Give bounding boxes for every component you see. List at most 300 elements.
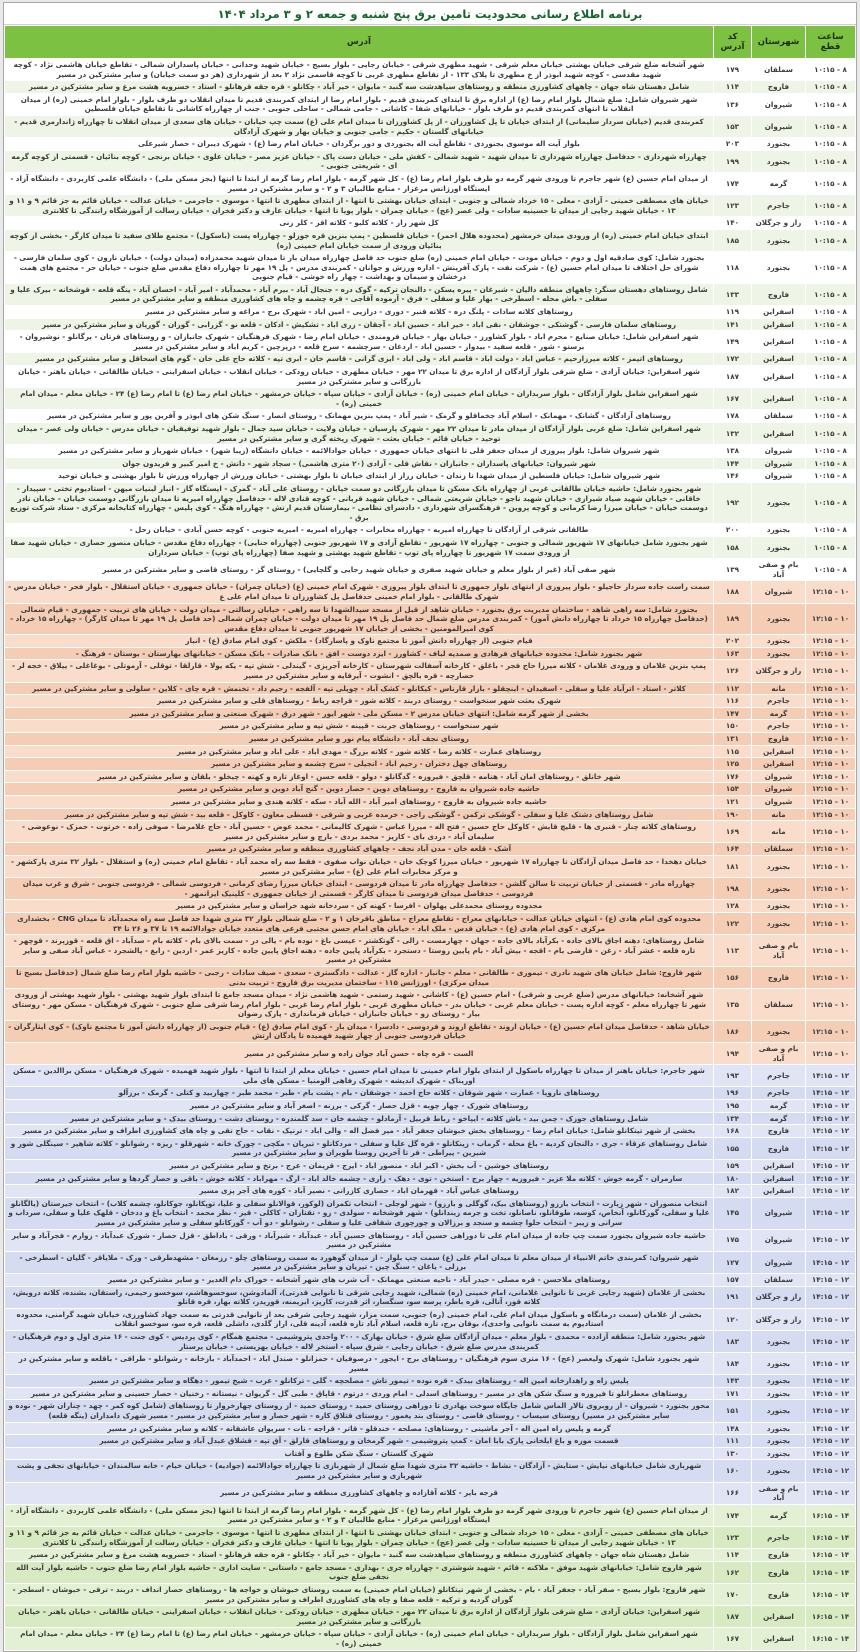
address-code-cell: ۱۴۵ [714,1197,752,1229]
address-code-cell: ۱۸۷ [714,366,752,388]
outage-time-cell: ۸ - ۱۰:۱۵ [806,331,856,353]
address-cell: محدوده روستای محمدعلی پهلوان - افرسا - کهنه کن - سردخانه شهد خراسان و سایر مشترکین در مسیر [5,900,714,913]
table-row [5,81,856,94]
city-cell: فاروج [752,1549,806,1562]
outage-time-cell: ۱۲ - ۱۴:۱۵ [806,1137,856,1159]
address-code-cell: ۱۷۵ [714,1229,752,1251]
address-code-cell: ۱۴۳ [714,1375,752,1388]
address-cell: شامل روستاهای جوزک - چمن بید - باش کلاته - ایپاخو - رباط قربیل - آرمادلو - چشمه خان - سد گلمندره - روستای دشت - روستای بیدک - و سایر مشترکین در مسیر [5,1112,714,1125]
address-cell: شامل روستاهای دهستان سنگر: چاههای منطقه دالیان - شیرغان - پیره یسکن - دالنجان ترکیه - گوک دره - جنجال آباد - بیرم آباد - محمدآباد - امیر آباد - احسان آباد - ینگه قلعه - قوشخانه - بیرک علیا و سفلی - باش محله - اسطرخی - بهار علیا و سفلی - فرق - آزموده آقاجی - قره چشمه و چاه های کشاورزی منطقه و سایر مشترکین در مسیر [5,283,714,305]
table-row [5,1353,856,1375]
outage-time-cell: ۱۰ - ۱۲:۱۵ [806,796,856,809]
outage-time-cell: ۱۲ - ۱۴:۱۵ [806,1435,856,1448]
outage-time-cell: ۱۲ - ۱۴:۱۵ [806,1251,856,1273]
outage-time-cell: ۱۲ - ۱۴:۱۵ [806,1353,856,1375]
address-cell: الست - قره چاه - حسن آباد جوان زاده و سایر مشترکین در مسیر [5,1043,714,1065]
address-cell: بلوار آیت اله موسوی بجنوردی - تقاطع آیت اله بجنوردی و دور برگردان - خیابان امام رضا (ع) - شهرک دیبران - حصار شیرعلی [5,138,714,151]
table-row [5,1606,856,1628]
outage-time-cell: ۱۲ - ۱۴:۱۵ [806,1172,856,1185]
outage-time-cell: ۱۲ - ۱۴:۱۵ [806,1125,856,1138]
table-row [5,1137,856,1159]
outage-time-cell: ۱۰ - ۱۲:۱۵ [806,935,856,967]
outage-time-cell: ۱۲ - ۱۴:۱۵ [806,1197,856,1229]
address-cell: شهر شیروان شامل: بلوار پیروزی از میدان جعفر قلی تا انتهای خیابان جمهوری - خیابان جوادالائمه - خیابان دانشگاه (زیبا شهر) - خیابان شهریار و سایر مشترکین در مسیر [5,445,714,458]
outage-time-cell: ۱۰ - ۱۲:۱۵ [806,635,856,648]
address-cell: شهر اسفراین: خیابان آزادی - ضلع شرقی بلوار آزادگان از اداره برق تا میدان ۲۲ مهر - خیابان مطهری - خیابان رودکی - خیابان انقلاب - خیابان اسفراینی - خیابان طالقانی - خیابان باهنر - خیابان بازرگانی و سایر مشترکین در مسیر [5,366,714,388]
address-code-cell: ۱۸۸ [714,581,752,603]
address-code-cell: ۱۱۸ [714,252,752,284]
column-header-city: شهرستان [752,26,806,59]
address-code-cell: ۱۳۲ [714,423,752,445]
table-row [5,843,856,856]
city-cell: گرمه [752,707,806,720]
address-cell: خیابان های مصطفی خمینی - آزادی - معلی - ۱۵ خرداد شمالی و جنوبی - ابتدای خیابان بهشتی تا انتها - از ابتدای مطهری تا انتها - موسوی - جاجرمی - خیابان عدالت - خیابان قائم به جز قائم ۹ و ۱۱ و ۱۳ - خیابان شهید رجایی از میدان تا حسینیه سادات - ولی عصر (عج) - خیابان چمران - بلوار پویا تا انتها - خیابان عارف و دکتر فخران - خیابان رسالت از آموزشگاه رانندگی تا کلانتری [5,1527,714,1549]
address-code-cell: ۱۲۵ [714,758,752,771]
city-cell: اسفراین [752,1628,806,1650]
outage-time-cell: ۸ - ۱۰:۱۵ [806,536,856,558]
city-cell: فاروج [752,283,806,305]
address-code-cell: ۱۳۱ [714,733,752,746]
address-cell: شهر بجنورد شامل: شهرک ولیعصر (عج) - ۱۶ متری سوم فرهنگیان - روستاهای برج - ایجور - درصوفیان - حمزانلو - صندل اباد - احمدآباد - بازخانه - رشوانلو - طراقی - باقلعه و سایر مشترکین در مسیر [5,1353,714,1375]
address-code-cell: ۱۴۰ [714,217,752,230]
city-cell: اسفراین [752,423,806,445]
city-cell: بجنورد [752,1447,806,1460]
address-cell: روستاهای سلمان فارسی - گوشتکی - جوشقان - نقی اباد - خیر اباد - حسین اباد - آجقان - زری اباد - تشکیش - ادکان - قلعه نو - گزرابی - گوران - گوریان و سایر مشترکین در مسیر [5,318,714,331]
city-cell: راز و جرگلان [752,1308,806,1330]
outage-time-cell: ۱۲ - ۱۴:۱۵ [806,1447,856,1460]
address-cell: شهر سنخواست - روستاهای جربت - قپینه - شش تپه و سایر مشترکین در مسیر [5,720,714,733]
outage-time-cell: ۱۴ - ۱۶:۱۵ [806,1504,856,1526]
table-row [5,720,856,733]
outage-time-cell: ۱۰ - ۱۲:۱۵ [806,821,856,843]
outage-time-cell: ۸ - ۱۰:۱۵ [806,353,856,366]
outage-time-cell: ۱۰ - ۱۲:۱۵ [806,770,856,783]
address-code-cell: ۱۵۰ [714,720,752,733]
outage-time-cell: ۸ - ۱۰:۱۵ [806,306,856,319]
outage-time-cell: ۱۰ - ۱۲:۱۵ [806,707,856,720]
table-row [5,808,856,821]
table-row [5,695,856,708]
column-header-address-code: کد آدرس [714,26,752,59]
table-row [5,482,856,523]
outage-time-cell: ۱۰ - ۱۲:۱۵ [806,808,856,821]
address-code-cell: ۱۴۱ [714,318,752,331]
outage-time-cell: ۱۰ - ۱۲:۱۵ [806,912,856,934]
outage-time-cell: ۱۰ - ۱۲:۱۵ [806,989,856,1021]
address-code-cell: ۱۷۶ [714,770,752,783]
city-cell: مانه [752,682,806,695]
address-cell: بخشی از شهر تیتکانلو شامل: خیابان امام رضا - روستاهای بخش خبوشان جعفر آباد - میر فضل اله - والی اباد - ترنیک - نقاب - حاج تقی و چاه های کشاورزی اطراف و سایر مشترکین در مسیر [5,1125,714,1138]
address-cell: شهر صفی آباد (غیر از بلوار معلم و خیابان شهید صفری و خیابان شهید رجایی و گلچایی) - روستای گز - روستای قاضی و سایر مشترکین در مسیر [5,559,714,581]
address-cell: بجنورد شامل: سه راهی شاهد - ساختمان مدیریت برق بجنورد - خیابان شاهد از قبل از مسجد سیدالشهدا تا سه راهی - خیابان رسالتی - میدان دولت - خیابان های تربیت - جمهوری - قیام شمالی (حدفاصل چهارراه ۱۵ خرداد تا چهارراه دانش آموز) - کمربندی مدرس ضلع شمال حد فاصل پل ۱۹ مهر تا میدان دولت - خیابان چمران شمالی (حد فاصل پل ۱۹ مهر تا میدان کارگر) - چهارراه ۱۵ خرداد - کوی امیرالمومنین - بخشی از خیابان ۱۷ شهریور جنوبی تا میدان دفاع مقدس [5,603,714,635]
outage-time-cell: ۸ - ۱۰:۱۵ [806,423,856,445]
city-cell: بجنورد [752,912,806,934]
table-row [5,745,856,758]
address-cell: روستاهای شورک - چهار چوبه - قزل حصار - گرکی - برزنه - اصغر آباد و سایر مشترکین در مسیر [5,1100,714,1113]
table-row [5,457,856,470]
table-row [5,1112,856,1125]
city-cell: فاروج [752,966,806,988]
address-cell: چهارراه شهرداری - حدفاصل چهارراه شهرداری تا میدان شهید - شهید شمالی - کفش ملی - خیابان دست پاک - خیابان عزیز مصر - خیابان علوی - خیابان برنجی - کوچه بنائیان - قسمتی از کوچه گرمه ای - شریعتی جنوبی - [5,150,714,172]
address-cell: شهر جاجرم: خیابان باهنر از میدان تا چهارراه باسکول از ابتدای بلوار امام خمینی تا میدان امام حسین - خیابان معلم از ابتدا تا انتها - بلوار شهید فهمیده - شهرک فرهنگیان - مسکن براالدین - مسکن اوریناک - شهرک اندیشه - شهرک رفاهی الومنیا - مسکن های ملی [5,1065,714,1087]
table-row [5,878,856,900]
outage-time-cell: ۱۲ - ۱۴:۱۵ [806,1185,856,1198]
address-code-cell: ۱۸۲ [714,1185,752,1198]
address-cell: روستاهای خوشین - آب بخش - اکبر اباد - منصور اباد - ایرج - قریمان - عرج - برتخ و سایر مشترکین در مسیر [5,1160,714,1173]
outage-time-cell: ۱۲ - ۱۴:۱۵ [806,1375,856,1388]
address-cell: روستاهای چهل دختران - رحیم اباد - انجیلی - سرخ چشمه و سایر مشترکین در مسیر [5,758,714,771]
table-row [5,1160,856,1173]
outage-time-cell: ۸ - ۱۰:۱۵ [806,81,856,94]
address-cell: روستاهای ملاحسن - قره مصلی - حیدر آباد - ناحیه صنعتی مهمانک - آب شرب های شهر آشخانه - خوراک دام الغدیر - و سایر مشترکین در مسیر [5,1273,714,1286]
outage-time-cell: ۱۰ - ۱۲:۱۵ [806,745,856,758]
outage-time-cell: ۸ - ۱۰:۱۵ [806,318,856,331]
address-code-cell: ۱۷۹ [714,59,752,81]
city-cell: مانه [752,808,806,821]
address-cell: شهر اسفراین: خیابان آزادی - ضلع شرقی بلوار آزادگان از اداره برق تا میدان ۲۲ مهر - خیابان مطهری - خیابان رودکی - خیابان انقلاب - خیابان اسفراینی - خیابان طالقانی - خیابان باهنر - خیابان بازرگانی و سایر مشترکین در مسیر [5,1606,714,1628]
table-row [5,1087,856,1100]
outage-time-cell: ۱۰ - ۱۲:۱۵ [806,603,856,635]
table-row [5,1504,856,1526]
city-cell: گرمه [752,1112,806,1125]
address-code-cell: ۱۶۷ [714,388,752,410]
address-cell: طالقانی شرقی از آزادگان تا چهارراه امیریه - چهارراه مخابرات - چهارراه امیریه - امیریه جنوبی - کوچه حسن آبادی - خیابان زحل - [5,524,714,537]
address-cell: شهر اسفراین شامل: خیابان صنایع - محرم اباد - بلوار کشاورز - خیابان بهار - خیابان فرومندی - خیابان امام رضا - شهرک فرهنگیان - شهرک جانبازان - و روستاهای فرتان - برگانلو - نوشیروان - برستو - شور - قلعه سفید - بیدواز - حسین اباد - اردغان - سرچشمه - سرخ قلعه - درپرچین - کریم اباد و سایر مشترکین در مسیر [5,331,714,353]
address-code-cell: ۱۲۸ [714,900,752,913]
city-cell: گرمه [752,1504,806,1526]
city-cell: بام و صفی آباد [752,559,806,581]
address-cell: شامل روستاهای عرقاء - جری - دالنجان کردیه - باغ محله - گرماب - زینکانلو - قره گل علیا و سفلی - مردکانلو - تبریان - مکچی - چورک خانه - شهرقلو - ریزه - رشوانلو - کلاته شاهیر - سینگلی شور و شیرین - پیراطی - قر تا آخرین روستا طویران و سایر مشترکین در مسیر [5,1137,714,1159]
address-code-cell: ۱۲۳ [714,195,752,217]
city-cell: راز و جرگلان [752,660,806,682]
address-code-cell: ۱۱۳ [714,935,752,967]
table-row [5,1435,856,1448]
table-row [5,318,856,331]
outage-time-cell: ۱۲ - ۱۴:۱۵ [806,1112,856,1125]
address-code-cell: ۱۶۹ [714,821,752,843]
table-row [5,1628,856,1650]
table-row [5,366,856,388]
city-cell: شیروان [752,783,806,796]
table-row [5,229,856,251]
address-code-cell: ۱۶۶ [714,1482,752,1504]
table-row [5,252,856,284]
address-cell: خیابان شاهد - حدفاصل میدان امام حسین (ع) - خیابان اروند - تقاطع اروند و فردوسی - دادسرا - میدان بار - کوی امام صادق (ع) - قیام جنوبی (از چهارراه دانش آموز تا مجتمع ناوک) - کوی ایثارگران - خیابان فردوسی جنوبی از چهار شهید فهمیده تا پادگان ارتش [5,1020,714,1042]
city-cell: شیروان [752,457,806,470]
address-code-cell: ۱۹۱ [714,1286,752,1308]
outage-time-cell: ۱۲ - ۱۴:۱۵ [806,1065,856,1087]
city-cell: اسفراین [752,353,806,366]
city-cell: فاروج [752,1583,806,1605]
address-code-cell: ۱۷۸ [714,410,752,423]
outage-time-cell: ۸ - ۱۰:۱۵ [806,172,856,194]
city-cell: جاجرم [752,1087,806,1100]
address-cell: روستاهای کلاته چنار - قنبری ها - قلیچ قابش - کاوکل حاج حسین - فتح اله - میرزا عباس - شهرک کالیمانی - محمد عوض - حسین آباد - حاج غلامرضا - صوفی زاده - خرتوت - حمزک - نوعوضی - سلیمان آباد - دردی بای - کاریز - محمد بردی - بارچ و سایر مشترکین در مسیر [5,821,714,843]
outage-time-cell: ۸ - ۱۰:۱۵ [806,559,856,581]
table-row [5,581,856,603]
city-cell: اسفراین [752,306,806,319]
city-cell: جاجرم [752,195,806,217]
address-code-cell: ۱۵۷ [714,1273,752,1286]
outage-time-cell: ۱۲ - ۱۴:۱۵ [806,1100,856,1113]
outage-time-cell: ۱۲ - ۱۴:۱۵ [806,1273,856,1286]
city-cell: بجنورد [752,1387,806,1400]
address-code-cell: ۱۹۹ [714,150,752,172]
address-code-cell: ۱۹۵ [714,1100,752,1113]
address-code-cell: ۱۷۰ [714,1583,752,1605]
city-cell: بجنورد [752,482,806,523]
address-cell: شهر آشخانه: خیابانهای مدرس (ضلع غربی و شرقی) - امام حسین (ع) - کاشانی - شهید رستمی - شهید هاشمی نژاد - میدان مسجد جامع تا ابتدای بلوار شهید بهشتی - بلوار شهید بهشتی از ورودی شهر تا چهارراه معلم - کوچه اداره پست - خیابان معلم غربی - خیابان بدر - خیابان مطهری غربی - بلوار امام رضا غربی - بلوار امام رضا شرقی ضلع جنوبی - شهرک فرهنگیان - مسکن مهر - روستای بیار - روستای زو - خیابان جانبازان - خیابان فرمانداری - پارک رضوان [5,989,714,1021]
city-cell: جاجرم [752,1065,806,1087]
table-row [5,306,856,319]
city-cell: سملقان [752,1273,806,1286]
address-cell: شهر بجنورد شامل: حاشیه خیابان طالقانی غربی از چهارراه بانک مسکن تا میدان بازرگانی دو سمت خیابان - روستای علی آباد - گمرک - ایستگاه گاز - انبار لبنیات میهن - استادیوم تختی - سپیدار - خاقانی - خیابان شهید صیاد شیرازی - خیابان شهید ناجو - خیابان شریعتی شمالی - خیابان شهید قربانی - کوچه قنادی لاله - حدفاصل چهارراه امیریه تا میدان بازرگانی دوسمت خیابان - خیابان نادر دوسمت خیابان - خیابان میرزا رضا کرمانی و کوچه پروین - فرهنگسرای شهرداری - دادسرای نظامی - بیمارستان قدیم ارتش - چهارراه هنگ - کوی پلیس - چهارراه کتابخانه مرکزی - ستاد شرکت توزیع برق - [5,482,714,523]
outage-time-cell: ۱۰ - ۱۲:۱۵ [806,695,856,708]
city-cell: اسفراین [752,758,806,771]
table-header-row [5,26,856,59]
address-cell: بجنورد شامل: کوی صادقیه اول و دوم - خیابان مودت - خیابان امام خمینی (ره) ضلع جنوب حد فاصل چهارراه میدان بار تا میدان شهید محمدزاده (میدان دولت) - خیابان نارون - کوی سلمان فارسی - شورای حل اختلاف تا میدان امام حسین (ع) - شرکت نفت - پارک آفرینش - اداره ورزش و جوانان - کمربندی مدرس - پل ۱۹ مهر تا چهارراه دفاع مقدس ضلع جنوب - خیابان حر - مجتمع های همت درخشان و سیمان و بهداشت - چهار راه خوشی - قیام جنوبی [5,252,714,284]
city-cell: راز و جرگلان [752,217,806,230]
table-row [5,1100,856,1113]
address-cell: شهر آشخانه ضلع شرقی خیابان بهشتی خیابان معلم شرقی - شهید مطهری شرقی - خیابان رجایی - بلوار بسیج - خیابان شهید وحدانی - خیابان پاسداران شمالی - تقاطع خیابان هاشمی نژاد - کوچه شهید مقدسی - کوچه شهید ابوذر از خ مطهری تا پلاک ۱۳۳ - از تقاطع مطهری غربی تا کوچه قاسمی نژاد ۲ بعد از شهرداری (هر دو سمت خیابان) و سایر مشترکین در مسیر [5,59,714,81]
table-row [5,1583,856,1605]
table-row [5,1185,856,1198]
table-row [5,1387,856,1400]
city-cell: بجنورد [752,855,806,877]
address-cell: قرجه بایر - کلاته آقازاده و چاههای کشاورزی منطقه و سایر مشترکین در مسیر [5,1482,714,1504]
address-code-cell: ۱۴۶ [714,470,752,483]
outage-time-cell: ۸ - ۱۰:۱۵ [806,283,856,305]
city-cell: اسفراین [752,1606,806,1628]
address-code-cell: ۱۹۶ [714,1087,752,1100]
outage-time-cell: ۸ - ۱۰:۱۵ [806,457,856,470]
address-code-cell: ۱۶۲ [714,1561,752,1583]
table-row [5,217,856,230]
outage-time-cell: ۱۰ - ۱۲:۱۵ [806,758,856,771]
city-cell: گرمه [752,1100,806,1113]
address-cell: محدوده کوی امام هادی (ع) - انتهای خیابان عدالت - خیابانهای معراج - تقاطع معراج - مناطق باقرخان ۱ و ۲ - ضلع شمالی بلوار ۳۲ متری شهدا حد فاصل سه راه محمدآباد تا میدان CNG - بخشداری مرکزی - کوی امام هادی (ع) - خیابان قدس - ملک اباد - خیابان های امام حسن مجتبی فرعی های متعدد خیابان جوادالائمه ۱۹ تا ۳۷ و ۲۶ تا ۳۴ [5,912,714,934]
city-cell: بجنورد [752,150,806,172]
table-row [5,524,856,537]
table-row [5,283,856,305]
outage-table [4,25,856,1651]
city-cell: اسفراین [752,388,806,410]
page-title: برنامه اطلاع رسانی محدودیت تامین برق پنج شنبه و جمعه ۲ و ۳ مرداد ۱۴۰۴ [4,3,856,25]
city-cell: بجنورد [752,878,806,900]
table-row [5,1043,856,1065]
city-cell: اسفراین [752,1185,806,1198]
table-row [5,1400,856,1422]
address-code-cell: ۱۳۵ [714,989,752,1021]
address-code-cell: ۱۲۶ [714,660,752,682]
city-cell: مانه [752,821,806,843]
outage-time-cell: ۱۰ - ۱۲:۱۵ [806,843,856,856]
table-row [5,423,856,445]
outage-schedule-sheet [3,2,857,1652]
city-cell: بام و صفی آباد [752,1482,806,1504]
outage-time-cell: ۸ - ۱۰:۱۵ [806,410,856,423]
address-cell: روستاهای عباس آباد - قهرمان اباد - حصاری کازرانی - نصیر آباد - کوره های آجر پزی مسیر [5,1185,714,1198]
table-row [5,1460,856,1482]
city-cell: بجنورد [752,1330,806,1352]
city-cell: شیروان [752,1197,806,1229]
outage-time-cell: ۱۴ - ۱۶:۱۵ [806,1606,856,1628]
table-row [5,635,856,648]
address-code-cell: ۱۱۱ [714,1435,752,1448]
address-cell: کمربندی قدیم (خیابان سردار سلیمانی) از ابتدای خیابان تا پل کشاورزان - از پل کشاورزان تا میدان امام علی (ع) سمت چپ خیابان - خیابان های سعدی از میدان انقلاب تا چهارراه ژاندارمری قدیم - خیابانهای گلستان - حکیم - جامی جنوبی و خیابان بهار و شهرک آزادگان [5,115,714,137]
outage-time-cell: ۱۴ - ۱۶:۱۵ [806,1561,856,1583]
table-row [5,1447,856,1460]
city-cell: فاروج [752,733,806,746]
table-row [5,1375,856,1388]
outage-time-cell: ۸ - ۱۰:۱۵ [806,470,856,483]
outage-time-cell: ۱۰ - ۱۲:۱۵ [806,966,856,988]
address-code-cell: ۱۳۴ [714,1112,752,1125]
table-row [5,1527,856,1549]
address-cell: آشک - قلعه خان - مدن آباد نجف - چاههای کشاورزی منطقه و سایر مشترکین در مسیر [5,843,714,856]
table-row [5,770,856,783]
table-row [5,935,856,967]
address-cell: ابتدای خیابان امام خمینی (ره) از ورودی میدان خرمشهر (محدوده هلال احمر) - خیابان فلسطین - پمپ بنزین قره جوزلو - چهارراه پست (باسکول) - مجتمع طلای سفید تا میدان کارگر - بخشی از کوچه بنائیان ورودی از سمت خیابان امام خمینی (ره) [5,229,714,251]
address-code-cell: ۱۳۶ [714,93,752,115]
outage-time-cell: ۸ - ۱۰:۱۵ [806,482,856,523]
address-cell: شهرک گلستان - سنگ شکن طلوع و آفتاب [5,1447,714,1460]
table-row [5,470,856,483]
address-code-cell: ۱۸۹ [714,603,752,635]
address-cell: روستاهای آزادگان - گشانک - مهمانک - اسلام آباد جخماقلو و گرمک - شیر آباد - پمپ بنزین مهمانک - روستای انصار - سنگ شکن های ابوذر و آفرین پور و سایر مشترکین در مسیر [5,410,714,423]
address-code-cell: ۱۲۲ [714,912,752,934]
table-row [5,821,856,843]
address-code-cell: ۲۰۰ [714,524,752,537]
outage-time-cell: ۸ - ۱۰:۱۵ [806,217,856,230]
address-cell: شهر اسفراین شامل بلوار آزادگان - بلوار سربداران - خیابان امام خمینی (ره) - خیابان آزادی - خیابان سپاه - خیابان خرمشهر - خیابان امام رضا (ع) تا امام رضا (ع) ۲۴ - خیابان معلم - میدان امام خمینی (ره) - [5,1628,714,1650]
table-row [5,783,856,796]
outage-time-cell: ۸ - ۱۰:۱۵ [806,115,856,137]
city-cell: سملقان [752,59,806,81]
address-cell: گرمه و پلیس راه امین اله - آجر ماشینی - روستاهای: مصلحه - خندقلو - قاتر - قراجه - نات - سریوان عاشقانه - کلاته و سایر مشترکین در مسیر [5,1422,714,1435]
table-row [5,93,856,115]
city-cell: جاجرم [752,720,806,733]
outage-time-cell: ۸ - ۱۰:۱۵ [806,388,856,410]
address-cell: شهر شیروان شامل: خیابان فلسطین از میدان شهدا تا زندان - خیابان رزاز از ابتدای خیابان تا بلوار بهشتی - خیابان ورزش از چهارراه ورزش تا بلوار بهشتی و خیابان توحید [5,470,714,483]
address-cell: محور بجنورد - شیروان - از روبروی تالار الماس شامل جایگاه سوخت بهادری تا دوراهی روستای حمید - روستای حمید - از روستای چهارخروار تا روستاهای (شامل کوه کمر - چهد - چناران شهر - نوده و سایر مشترکین در مسیر) روستای سیساب - روستای قاضی - روستای بند یغمور - روستای قتلاق کاره - شهر حصار و سایر مشترکین در مسیر - مسیر شهرک دامداران (ینگه قلعه) [5,1400,714,1422]
address-cell: حاشیه جاده شیروان به فاروج - روستاهای دوین - حصار دوین - گنج آباد دوین و سایر مشترکین در مسیر [5,783,714,796]
table-row [5,682,856,695]
outage-time-cell: ۱۲ - ۱۴:۱۵ [806,1330,856,1352]
outage-time-cell: ۱۰ - ۱۲:۱۵ [806,1020,856,1042]
table-row [5,388,856,410]
address-cell: حاشیه جاده شیروان به فاروج - روستاهای امیر آباد - الله آباد - سکه - کلاته هندی و سایر مشترکین در مسیر [5,796,714,809]
address-cell: روستاهای عمارت - کلاته رضا - کلاته شور - کلاته بزرگ - مهدی اباد - علی اباد و سایر مشترکین در مسیر [5,745,714,758]
table-row [5,1020,856,1042]
city-cell: بجنورد [752,536,806,558]
city-cell: گرمه [752,172,806,194]
address-code-cell: ۱۷۲ [714,353,752,366]
outage-time-cell: ۱۴ - ۱۶:۱۵ [806,1583,856,1605]
address-cell: کلاتر - استاد - اترآباد علیا و سفلی - اسفیدان - اینچقلو - بازار قارناس - کیکانلو - کشک آباد - چوپلی تپه - آلفجه - رحیم داد - تخنمش - قره چای - کلاین - سلولی و سایر مشترکین در مسیر [5,682,714,695]
table-row [5,353,856,366]
outage-time-cell: ۸ - ۱۰:۱۵ [806,93,856,115]
address-code-cell: ۱۵۵ [714,1137,752,1159]
table-row [5,1251,856,1273]
table-row [5,138,856,151]
address-cell: شهر اسفراین شامل: ضلع غربی بلوار آزادگان از میدان مادر تا میدان ۲۲ مهر - شهرک پارسیان - خیابان ولایت - خیابان سید جمال - بلوار شهید توفیقیان - خیابان مدرس - خیابان ولی عصر - میدان توحید - خیابان قائم - خیابان بعثت - شهرک ریخته گری و سایر مشترکین در مسیر [5,423,714,445]
address-cell: شهر فاروج: بلوار بسیج - صفر آباد - جعفر آباد - بام - بخشی از شهر تیتکانلو (خیابان امام خمینی) به سمت روستای خبوشان و خواجه ها - روستاهای حصار انداف - دربند - ترقی - خبوشان - اسطجر - گوران گردیه و ترکیه - قلعه صفا و چاه های کشاورزی اطراف و سایر مشترکین در مسیر [5,1583,714,1605]
city-cell: بجنورد [752,1435,806,1448]
table-row [5,1286,856,1308]
city-cell: بجنورد [752,524,806,537]
address-cell: پمپ بنزین غلامان و ورودی غلامان - کلاته میرزا حاج فجر - باغلق - کارخانه آسفالت شهرستان - کارخانه آجرپزی - گیندلی - شش تپه - یکه یولا - قارلقا - توقلی - آرموتلی - بوغاغلی - ییلاق - خجه لر - حصارچه - قره بالچق - انشوت - آیرقایه و سایر مشترکین در مسیر [5,660,714,682]
city-cell: اسفراین [752,366,806,388]
city-cell: سملقان [752,843,806,856]
city-cell: شیروان [752,1229,806,1251]
table-row [5,1229,856,1251]
city-cell: بام و صفی آباد [752,935,806,967]
address-code-cell: ۱۵۶ [714,966,752,988]
address-cell: روستاهای معطرانلو تا فیروزه و سنگ شکن های در مسیر - روستاهای اسدلی - امام وردی - درتوم - قاپاق - طبی گل - گریوان - نیستانه - رخنیان - حصار حسینی و سایر مشترکین در مسیر [5,1387,714,1400]
address-cell: حاشیه جاده شیروان بجنورد سمت چپ جاده از میدان امام علی تا دوراهی حسین آباد - روستاهای حسین آباد - عبدآباد - شیرآباد - ورقی - باداطق - قزل حصار - شورک عبدآباد - زوارم - فجرآباد و سایر مشترکین در مسیر [5,1229,714,1251]
city-cell: فاروج [752,1137,806,1159]
outage-time-cell: ۸ - ۱۰:۱۵ [806,195,856,217]
city-cell: فاروج [752,81,806,94]
address-cell: شهر شیروان: خیابانهای پاسداران - جانبازان - نقاش قلی - آزادی (۲۰ متری هاشمی) - سجاد شهر - دانش - خ امیر کبیر و فریدون جوان [5,457,714,470]
address-code-cell: ۱۳۸ [714,445,752,458]
outage-time-cell: ۱۰ - ۱۲:۱۵ [806,1043,856,1065]
address-cell: شهر بجنورد شامل: محدوده خیابانهای فرهادی و صمدیه لباف - کشاورز - ایزد دوست - افق - بانک صادرات - بانک مسکن - خیابانهای بهارستان - بوستان - فرهنگ - [5,647,714,660]
address-cell: خیابان دهخدا - حد فاصل میدان آزادگان تا چهارراه ۱۷ شهریور - خیابان میرزا کوچک خان - خیابان نواب صفوی - فقط سه راه محمد آباد - تقاطع امام خمینی (ره) و استقلال - بلوار ۳۲ متری پارکشهر - و مرکز مخابرات امام علی (ع) - سایر مشترکین در مسیر [5,855,714,877]
address-code-cell: ۱۱۶ [714,695,752,708]
city-cell: بجنورد [752,252,806,284]
city-cell: فاروج [752,1561,806,1583]
city-cell: شیروان [752,796,806,809]
address-code-cell: ۱۶۸ [714,1125,752,1138]
address-code-cell: ۱۱۴ [714,81,752,94]
table-row [5,536,856,558]
address-cell: خیابان های مصطفی خمینی - آزادی - معلی - ۱۵ خرداد شمالی و جنوبی - ابتدای خیابان بهشتی تا انتها - از ابتدای مطهری تا انتها - موسوی - جاجرمی - خیابان عدالت - خیابان قائم به جز قائم ۹ و ۱۱ و ۱۳ - خیابان شهید رجایی از میدان تا حسینیه سادات - ولی عصر (عج) - خیابان چمران - بلوار پویا تا انتها - خیابان عارف و دکتر فخران - خیابان رسالت از آموزشگاه رانندگی تا کلانتری [5,195,714,217]
city-cell: شیروان [752,770,806,783]
city-cell: بجنورد [752,229,806,251]
address-cell: شهر اسفراین شامل بلوار آزادگان - بلوار سربداران - خیابان امام خمینی (ره) - خیابان آزادی - خیابان سپاه - خیابان خرمشهر - خیابان امام رضا (ع) تا امام رضا (ع) ۲۴ - خیابان معلم - میدان امام خمینی (ره) - [5,388,714,410]
address-cell: پلیس راه و راهدارخانه امین اله - روستاهای بیدک - قره نوده - تیمور تاش - مصلحچه - گلی - ترکانلو - عرب - شیخ تیمور - دهگاه و سایر مشترکین در مسیر [5,1375,714,1388]
address-code-cell: ۱۲۳ [714,1527,752,1549]
table-row [5,1308,856,1330]
address-code-cell: ۱۵۸ [714,536,752,558]
table-row [5,150,856,172]
address-cell: شهر بجنورد شامل خیابانهای ۱۷ شهریور شمالی و جنوبی - چهارراه ۱۷ شهریور - تقاطع آزادی و ۱۷ شهریور جنوبی (چهارراه حنایی) - چهارراه دفاع مقدس - خیابان منصور حصاری - خیابان شهید صفا از ورودی سمت ۱۷ شهریور تا چهارراه پای توپ - تقاطع شهید بهشتی و شهید صفا (چهارراه پای توپ) - خیابان سرداران [5,536,714,558]
address-cell: شهر فاروج: شامل خیابان های شهید نادری - تیموری - طالقانی - معلم - جانباز - اداره گاز - عدالت - دادگستری - سعدی - صیف سادات - رجبی - حاشیه بلوار امام رضا ضلع شمال (حدفاصل بسیج تا میدان مرکزی) - اورژانس ۱۱۵ - ساختمان مدیریت برق فاروج - تربیت بدنی [5,966,714,988]
outage-time-cell: ۱۰ - ۱۲:۱۵ [806,647,856,660]
table-row [5,707,856,720]
city-cell: بام و صفی آباد [752,1043,806,1065]
address-code-cell: ۱۶۰ [714,1460,752,1482]
city-cell: بجنورد [752,1375,806,1388]
table-row [5,1422,856,1435]
address-code-cell: ۱۸۰ [714,1172,752,1185]
table-row [5,660,856,682]
table-row [5,445,856,458]
table-row [5,1125,856,1138]
address-cell: شامل دهستان شاه جهان - چاههای کشاورزی منطقه و روستاهای سیاهدشت سه گنبد - مایوان - خیر آباد - چکانلو - قره جقه قرهانلو - استاد - خسرویه هشت مرغ و سایر مشترکین در مسیر [5,1549,714,1562]
address-code-cell: ۱۹۳ [714,1065,752,1087]
table-row [5,1549,856,1562]
table-row [5,172,856,194]
address-code-cell: ۱۹۴ [714,1043,752,1065]
address-cell: شهرک بعثت شهر سنخواست - روستای دربند - کلاته شور - قراجه رباط - روستاهای قلی و سایر مشترکین در مسیر [5,695,714,708]
outage-time-cell: ۱۲ - ۱۴:۱۵ [806,1387,856,1400]
outage-time-cell: ۱۲ - ۱۴:۱۵ [806,1229,856,1251]
city-cell: شیروان [752,93,806,115]
address-code-cell: ۱۶۷ [714,1628,752,1650]
